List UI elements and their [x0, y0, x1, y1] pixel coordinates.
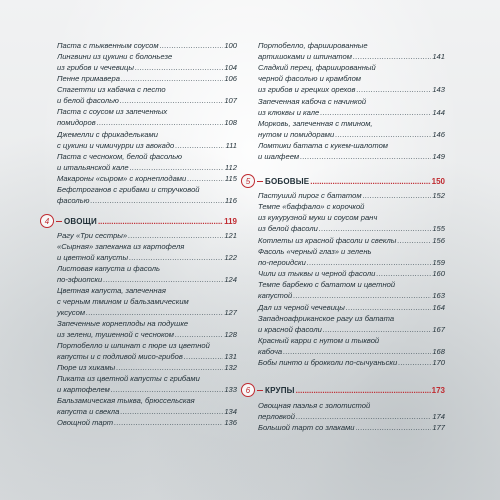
- entry-page: 163: [432, 291, 445, 301]
- leader-dots: [283, 346, 431, 357]
- toc-entry[interactable]: [258, 246, 445, 268]
- chapter-rule: [56, 221, 62, 222]
- entry-page: 156: [432, 236, 445, 245]
- entry-page: 164: [432, 303, 445, 312]
- entry-page: 167: [432, 325, 445, 335]
- entry-page: 112: [224, 163, 237, 173]
- toc-entry[interactable]: [57, 318, 237, 340]
- toc-entry[interactable]: [57, 395, 237, 417]
- entry-title: и белой фасолью: [57, 96, 119, 106]
- entry-page: 132: [224, 363, 237, 372]
- leader-dots: [103, 274, 223, 285]
- entry-title: Дал из черной чечевицы: [258, 303, 345, 312]
- entry-title: капуста и свекла: [57, 407, 120, 417]
- entry-title-line: Фасоль «черный глаз» и зелень: [258, 247, 372, 256]
- entry-page: 155: [432, 224, 445, 234]
- toc-entry[interactable]: [258, 96, 445, 118]
- entry-title-line: Портобелло и шпинат с пюре из цветной: [57, 341, 210, 350]
- leader-dots: [114, 417, 223, 428]
- leader-dots: [160, 40, 224, 51]
- entry-page: 131: [224, 352, 237, 362]
- toc-entry[interactable]: [57, 362, 237, 373]
- leader-dots: [356, 84, 431, 95]
- toc-entry[interactable]: [57, 129, 237, 151]
- entry-title: Макароны «сыром» с корнеплодами: [57, 174, 187, 183]
- entry-title: с цукини и чимичурри из авокадо: [57, 141, 175, 151]
- toc-entry[interactable]: [258, 279, 445, 301]
- entry-title: из клюквы и кале: [258, 108, 320, 118]
- entry-title: капустой: [258, 291, 293, 301]
- leader-dots: [86, 307, 223, 318]
- entry-page: 127: [224, 308, 237, 318]
- entry-title: фасолью: [57, 196, 90, 206]
- entry-title-line: Красный карри с нутом и тыквой: [258, 336, 380, 345]
- leader-dots: [356, 422, 432, 433]
- entry-title-line: Пиката из цветной капусты с грибами: [57, 374, 200, 383]
- chapter-number-badge: 6: [241, 383, 255, 397]
- entry-title: Чили из тыквы и черной фасоли: [258, 269, 376, 278]
- entry-title: из зелени, тушенной с чесноком: [57, 330, 174, 340]
- entry-title-line: Запеченные корнеплоды на подушке: [57, 319, 189, 328]
- entry-title: по-пероидски: [258, 258, 306, 268]
- leader-dots: [187, 173, 224, 184]
- entry-title-line: Овощная паэлья с золотистой: [258, 401, 371, 410]
- toc-entry[interactable]: [258, 140, 445, 162]
- entry-title: капусты и с подливой мисо-грибов: [57, 352, 183, 362]
- toc-entry[interactable]: [258, 268, 445, 279]
- entry-page: 104: [224, 63, 237, 73]
- entry-page: 152: [432, 191, 445, 200]
- leader-dots: [293, 290, 431, 301]
- entry-title-line: Темпе барбекю с бататом и цветной: [258, 280, 396, 289]
- entry-title-line: из кукурузной муки и соусом ранч: [258, 213, 378, 223]
- entry-title-line: Паста с соусом из запеченных: [57, 107, 168, 116]
- entry-page: 106: [224, 74, 237, 83]
- entry-page: 108: [224, 118, 237, 128]
- toc-entry[interactable]: [258, 400, 445, 422]
- chapter-rule: [257, 390, 263, 391]
- chapter-page: 173: [431, 385, 445, 395]
- entry-page: 146: [432, 130, 445, 140]
- leader-dots: [90, 195, 223, 206]
- leader-dots: [296, 386, 431, 395]
- entry-page: 174: [432, 412, 445, 422]
- leader-dots: [353, 51, 431, 62]
- entry-title-line: Джемелли с фрикадельками: [57, 130, 158, 139]
- entry-page: 159: [432, 258, 445, 268]
- entry-title-line: Паста с чесноком, белой фасолью: [57, 152, 182, 161]
- entry-page: 170: [432, 358, 445, 367]
- chapter-title: ОВОЩИ: [64, 216, 97, 226]
- toc-entry[interactable]: [258, 190, 445, 201]
- toc-entry[interactable]: [57, 230, 237, 241]
- entry-title-line: Темпе «баффало» с корочкой: [258, 202, 365, 211]
- entry-title: помидоров: [57, 118, 96, 128]
- entry-page: 133: [224, 385, 237, 395]
- leader-dots: [128, 230, 223, 241]
- leader-dots: [175, 140, 224, 151]
- entry-title: и красной фасоли: [258, 325, 322, 335]
- leader-dots: [363, 190, 432, 201]
- entry-title-line: Лингвини из цукини с болоньезе: [57, 52, 173, 61]
- chapter-page: 119: [224, 216, 237, 226]
- toc-entry[interactable]: [57, 285, 237, 319]
- toc-entry[interactable]: [57, 40, 237, 51]
- toc-entry[interactable]: [57, 173, 237, 184]
- leader-dots: [296, 411, 431, 422]
- entry-title-line: Ломтики батата с кукем-шалотом: [258, 141, 388, 150]
- entry-title: и шалфеем: [258, 152, 300, 162]
- toc-entry[interactable]: [57, 151, 237, 173]
- entry-title: Пастуший пирог с бататом: [258, 191, 362, 200]
- entry-title: Большой тарт со злаками: [258, 423, 355, 432]
- entry-page: 107: [224, 96, 237, 106]
- toc-entry[interactable]: [258, 62, 445, 96]
- chapter-heading-grains[interactable]: [241, 383, 445, 397]
- entry-title: из белой фасоли: [258, 224, 318, 234]
- entry-title: и цветной капусты: [57, 253, 129, 263]
- toc-entry[interactable]: [258, 357, 445, 368]
- entry-page: 121: [224, 231, 237, 240]
- leader-dots: [397, 235, 431, 246]
- entry-page: 115: [224, 174, 237, 183]
- leader-dots: [98, 217, 223, 226]
- leader-dots: [184, 351, 223, 362]
- entry-page: 124: [224, 275, 237, 285]
- entry-title-line: Спагетти из кабачка с песто: [57, 85, 166, 94]
- entry-title: из грибов и грецких орехов: [258, 85, 356, 95]
- entry-title-line: Листовая капуста и фасоль: [57, 264, 160, 273]
- leader-dots: [129, 252, 223, 263]
- toc-entry[interactable]: [57, 106, 237, 128]
- leader-dots: [335, 129, 431, 140]
- entry-title: Пюре из хикамы: [57, 363, 116, 372]
- leader-dots: [319, 223, 431, 234]
- leader-dots: [175, 329, 223, 340]
- leader-dots: [310, 177, 430, 186]
- entry-page: 128: [224, 330, 237, 340]
- entry-page: 149: [432, 152, 445, 162]
- entry-page: 160: [432, 269, 445, 278]
- leader-dots: [120, 406, 223, 417]
- entry-title: Овощной тарт: [57, 418, 114, 427]
- leader-dots: [376, 268, 431, 279]
- entry-title-line: Бальзамическая тыква, брюссельская: [57, 396, 195, 405]
- leader-dots: [346, 302, 431, 313]
- entry-page: 134: [224, 407, 237, 417]
- entry-title: нутом и помидорами: [258, 130, 335, 140]
- toc-entry[interactable]: [258, 302, 445, 313]
- entry-page: 143: [432, 85, 445, 95]
- leader-dots: [398, 357, 431, 368]
- leader-dots: [320, 107, 431, 118]
- leader-dots: [121, 73, 223, 84]
- entry-page: 100: [224, 41, 237, 50]
- toc-entry[interactable]: [258, 201, 445, 235]
- entry-page: 168: [432, 347, 445, 357]
- toc-entry[interactable]: [57, 241, 237, 263]
- toc-entry[interactable]: [57, 51, 237, 73]
- toc-entry[interactable]: [258, 313, 445, 335]
- toc-entry[interactable]: [258, 40, 445, 62]
- chapter-rule: [257, 181, 263, 182]
- toc-entry[interactable]: [258, 335, 445, 357]
- toc-entry[interactable]: [57, 340, 237, 362]
- entry-page: 111: [225, 141, 237, 151]
- entry-title-line: Морковь, запеченная с тмином,: [258, 119, 373, 128]
- toc-entry[interactable]: [258, 422, 445, 433]
- chapter-page: 150: [431, 176, 445, 186]
- toc-entry[interactable]: [57, 184, 237, 206]
- chapter-title: БОБОВЫЕ: [265, 176, 310, 186]
- entry-title: Паста с тыквенным соусом: [57, 41, 159, 50]
- entry-title-line: Сладкий перец, фаршированный: [258, 63, 376, 72]
- entry-title: Рагу «Три сестры»: [57, 231, 128, 240]
- entry-title-line: Портобелло, фаршированные: [258, 41, 368, 50]
- entry-title-line: с черным тмином и бальзамическим: [57, 297, 189, 307]
- leader-dots: [130, 162, 224, 173]
- entry-title: и картофелем: [57, 385, 110, 395]
- entry-title-line: черной фасолью и крамблом: [258, 74, 362, 84]
- toc-entry[interactable]: [57, 73, 237, 84]
- leader-dots: [97, 117, 224, 128]
- leader-dots: [135, 62, 223, 73]
- entry-title-line: Бефстроганов с грибами и стручковой: [57, 185, 200, 194]
- entry-title-line: «Сырная» запеканка из картофеля: [57, 242, 185, 251]
- entry-title: из грибов и чечевицы: [57, 63, 134, 73]
- leader-dots: [111, 384, 223, 395]
- entry-title: Бобы пинто и брокколи по-сычуаньски: [258, 358, 398, 367]
- toc-entry[interactable]: [57, 373, 237, 395]
- chapter-heading-legumes[interactable]: [241, 174, 445, 188]
- chapter-heading-vegetables[interactable]: [40, 214, 237, 228]
- chapter-number-badge: 4: [40, 214, 54, 228]
- chapter-title: КРУПЫ: [265, 385, 295, 395]
- entry-title-line: Цветная капуста, запеченная: [57, 286, 166, 295]
- entry-title: кабоча: [258, 347, 283, 357]
- entry-title: уксусом: [57, 308, 86, 318]
- entry-title: Пенне примавера: [57, 74, 120, 83]
- leader-dots: [116, 362, 223, 373]
- toc-entry[interactable]: [57, 417, 237, 428]
- leader-dots: [300, 151, 431, 162]
- entry-title: артишоками и шпинатом: [258, 52, 352, 62]
- entry-title-line: Западноафриканское рагу из батата: [258, 314, 395, 323]
- leader-dots: [323, 324, 432, 335]
- leader-dots: [120, 95, 224, 106]
- entry-page: 177: [432, 423, 445, 432]
- entry-title: по-эфиопски: [57, 275, 103, 285]
- entry-page: 144: [432, 108, 445, 118]
- entry-title: Котлеты из красной фасоли и свеклы: [258, 236, 397, 245]
- entry-page: 141: [432, 52, 445, 62]
- entry-page: 122: [224, 253, 237, 263]
- entry-page: 136: [224, 418, 237, 427]
- leader-dots: [307, 257, 432, 268]
- toc-entry[interactable]: [57, 84, 237, 106]
- entry-title: перловкой: [258, 412, 295, 422]
- entry-page: 116: [224, 196, 237, 206]
- entry-title: и итальянской кале: [57, 163, 129, 173]
- toc-entry[interactable]: [258, 235, 445, 246]
- toc-entry[interactable]: [57, 263, 237, 285]
- toc-entry[interactable]: [258, 118, 445, 140]
- entry-title-line: Запеченная кабоча с начинкой: [258, 97, 367, 106]
- chapter-number-badge: 5: [241, 174, 255, 188]
